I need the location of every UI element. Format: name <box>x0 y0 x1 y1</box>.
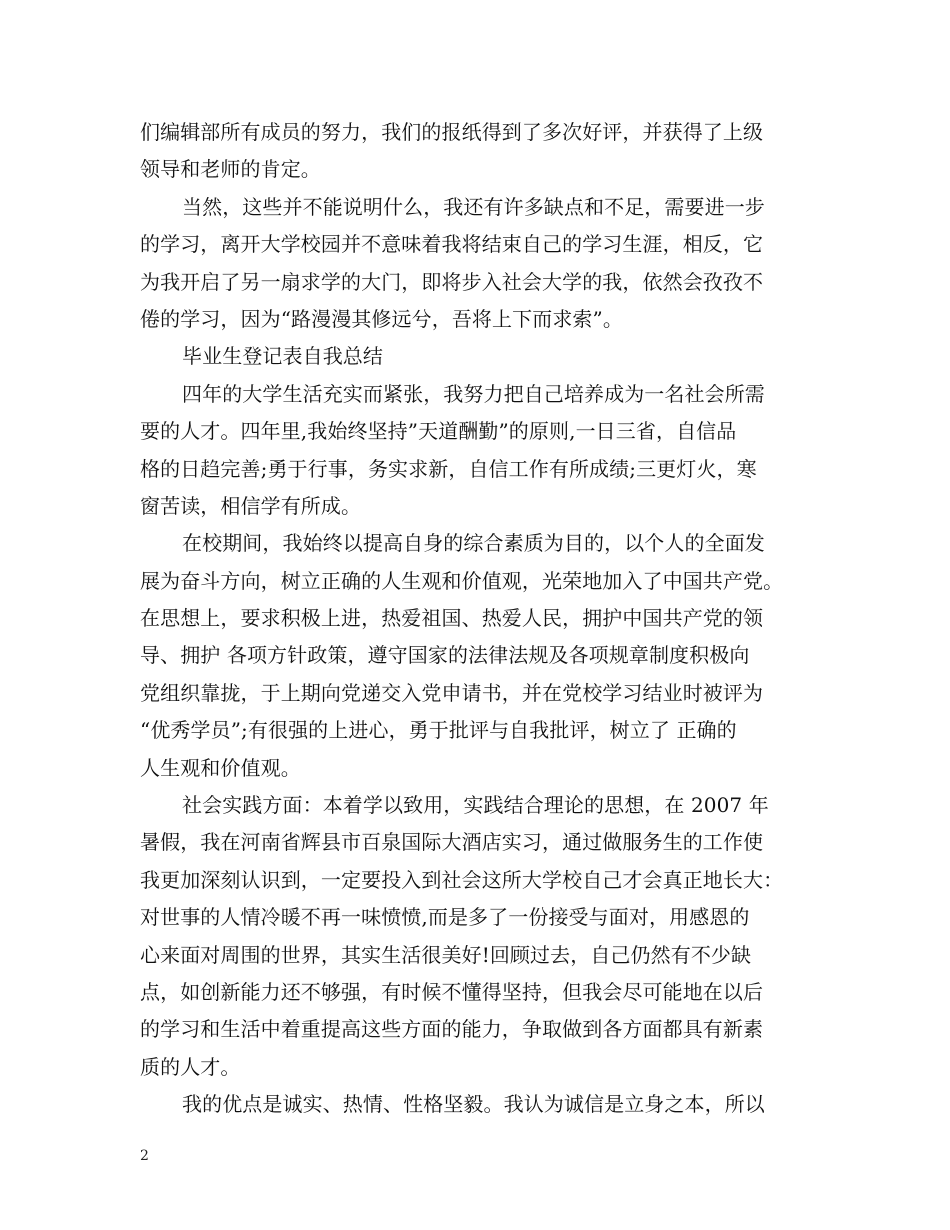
text-line: 要的人才。四年里,我始终坚持”天道酬勤”的原则,一日三省，自信品 <box>140 419 737 444</box>
text-line: 党组织靠拢，于上期向党递交入党申请书，并在党校学习结业时被评为 <box>140 680 764 705</box>
text-line: 导、拥护 各项方针政策，遵守国家的法律法规及各项规章制度积极向 <box>140 643 750 668</box>
text-line: 社会实践方面：本着学以致用，实践结合理论的思想，在 2007 年 <box>182 793 769 818</box>
text-line: 点，如创新能力还不够强，有时候不懂得坚持，但我会尽可能地在以后 <box>140 979 764 1004</box>
text-line: 我的优点是诚实、热情、性格坚毅。我认为诚信是立身之本，所以 <box>182 1092 765 1117</box>
text-line: 我更加深刻认识到，一定要投入到社会这所大学校自己才会真正地长大： <box>140 867 784 892</box>
text-line: 对世事的人情冷暖不再一味愤愤,而是多了一份接受与面对，用感恩的 <box>140 905 750 930</box>
text-line: 倦的学习，因为“路漫漫其修远兮，吾将上下而求索”。 <box>140 306 623 331</box>
text-line: 心来面对周围的世界，其实生活很美好!回顾过去，自己仍然有不少缺 <box>140 942 752 967</box>
text-line: “优秀学员”;有很强的上进心，勇于批评与自我批评，树立了 正确的 <box>140 718 737 743</box>
text-line: 格的日趋完善;勇于行事，务实求新，自信工作有所成绩;三更灯火，寒 <box>140 456 757 481</box>
text-line: 窗苦读，相信学有所成。 <box>140 493 362 518</box>
text-line: 当然，这些并不能说明什么，我还有许多缺点和不足，需要进一步 <box>182 194 765 219</box>
text-line: 们编辑部所有成员的努力，我们的报纸得到了多次好评，并获得了上级 <box>140 120 764 144</box>
section-heading: 毕业生登记表自我总结 <box>182 344 383 369</box>
text-line: 展为奋斗方向，树立正确的人生观和价值观，光荣地加入了中国共产党。 <box>140 568 784 593</box>
text-line: 质的人才。 <box>140 1054 241 1079</box>
text-line: 的学习和生活中着重提高这些方面的能力，争取做到各方面都具有新素 <box>140 1017 764 1042</box>
text-line: 在校期间，我始终以提高自身的综合素质为目的，以个人的全面发 <box>182 531 765 556</box>
text-line: 的学习，离开大学校园并不意味着我将结束自己的学习生涯，相反，它 <box>140 232 764 257</box>
document-body <box>140 114 820 1124</box>
text-line: 在思想上，要求积极上进，热爱祖国、热爱人民，拥护中国共产党的领 <box>140 606 764 631</box>
text-line: 人生观和价值观。 <box>140 755 301 780</box>
text-line: 四年的大学生活充实而紧张，我努力把自己培养成为一名社会所需 <box>182 381 765 406</box>
page-number: 2 <box>140 1148 149 1164</box>
text-line: 领导和老师的肯定。 <box>140 157 321 182</box>
text-line: 为我开启了另一扇求学的大门，即将步入社会大学的我，依然会孜孜不 <box>140 269 764 294</box>
text-line: 暑假，我在河南省辉县市百泉国际大酒店实习，通过做服务生的工作使 <box>140 830 764 855</box>
